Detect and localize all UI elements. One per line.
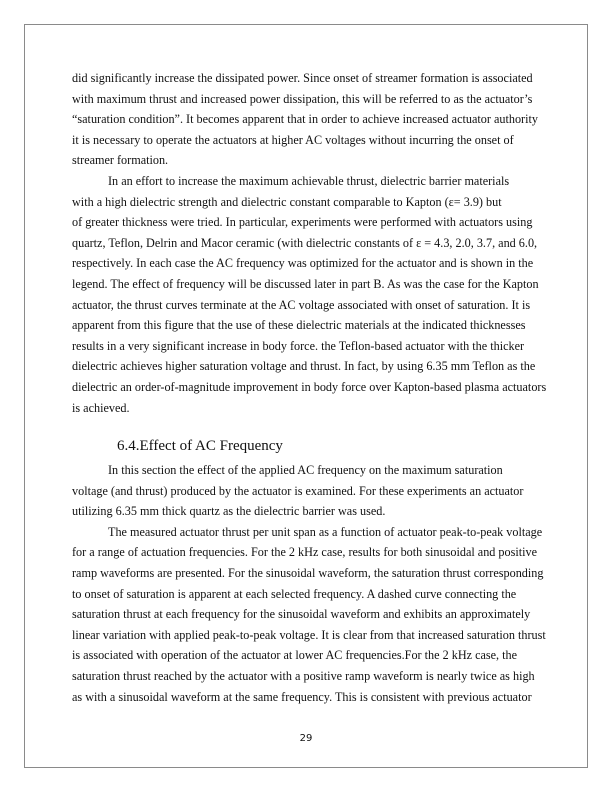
paragraph-2 xyxy=(72,171,547,418)
text-line: streamer formation. xyxy=(72,153,169,168)
text-line: respectively. In each case the AC frequency was optimized for the actuator and is shown in the xyxy=(72,256,534,271)
text-line: “saturation condition”. It becomes apparent that in order to achieve increased actuator authority xyxy=(72,112,538,127)
text-line: In this section the effect of the applied AC frequency on the maximum saturation xyxy=(108,463,503,478)
text-line: saturation thrust reached by the actuator with a positive ramp waveform is nearly twice as high xyxy=(72,669,535,684)
text-line: is associated with operation of the actuator at lower AC frequencies.For the 2 kHz case, the xyxy=(72,648,518,663)
text-line: did significantly increase the dissipated power. Since onset of streamer formation is associated xyxy=(72,71,533,85)
text-line: as with a sinusoidal waveform at the same frequency. This is consistent with previous actuator xyxy=(72,689,532,704)
text-line: with a high dielectric strength and dielectric constant comparable to Kapton (ε= 3.9) but xyxy=(72,194,502,209)
text-line: linear variation with applied peak-to-peak voltage. It is clear from that increased saturation thrust xyxy=(72,627,546,642)
text-line: saturation thrust at each frequency for the sinusoidal waveform and exhibits an approximately xyxy=(72,607,531,622)
text-line: dielectric an order-of-magnitude improvement in body force over Kapton-based plasma actuators xyxy=(72,379,547,394)
text-line: quartz, Teflon, Delrin and Macor ceramic (with dielectric constants of ε = 4.3, 2.0, 3.7, and 6.0, xyxy=(72,235,538,250)
text-line: with maximum thrust and increased power dissipation, this will be referred to as the actuator’s xyxy=(72,91,533,106)
text-line: legend. The effect of frequency will be discussed later in part B. As was the case for the Kapton xyxy=(72,276,539,291)
text-line: for a range of actuation frequencies. For the 2 kHz case, results for both sinusoidal and positive xyxy=(72,545,538,560)
text-line: it is necessary to operate the actuators at higher AC voltages without incurring the onset of xyxy=(72,132,514,147)
paragraph-3 xyxy=(72,460,542,522)
text-line: to onset of saturation is apparent at each selected frequency. A dashed curve connecting the xyxy=(72,586,517,601)
text-line: dielectric achieves higher saturation voltage and thrust. In fact, by using 6.35 mm Teflon as the xyxy=(72,359,536,374)
text-line: apparent from this figure that the use of these dielectric materials at the indicated thicknesses xyxy=(72,318,526,333)
text-line: voltage (and thrust) produced by the actuator is examined. For these experiments an actuator xyxy=(72,483,524,498)
text-line: actuator, the thrust curves terminate at the AC voltage associated with onset of saturation. It is xyxy=(72,297,531,312)
text-line: results in a very significant increase in body force. the Teflon-based actuator with the thicker xyxy=(72,338,525,353)
paragraph-1 xyxy=(72,68,542,171)
text-line: In an effort to increase the maximum achievable thrust, dielectric barrier materials xyxy=(108,173,510,188)
text-line: is achieved. xyxy=(72,400,130,415)
section-heading: 6.4.Effect of AC Frequency xyxy=(117,438,283,455)
text-line: ramp waveforms are presented. For the sinusoidal waveform, the saturation thrust corresponding xyxy=(72,566,544,581)
text-line: The measured actuator thrust per unit span as a function of actuator peak-to-peak voltage xyxy=(108,524,543,539)
page-number: 29 xyxy=(299,733,313,744)
text-line: utilizing 6.35 mm thick quartz as the dielectric barrier was used. xyxy=(72,504,386,519)
document-body xyxy=(72,68,547,707)
text-line: of greater thickness were tried. In particular, experiments were performed with actuators using xyxy=(72,215,533,230)
paragraph-4 xyxy=(72,522,546,707)
